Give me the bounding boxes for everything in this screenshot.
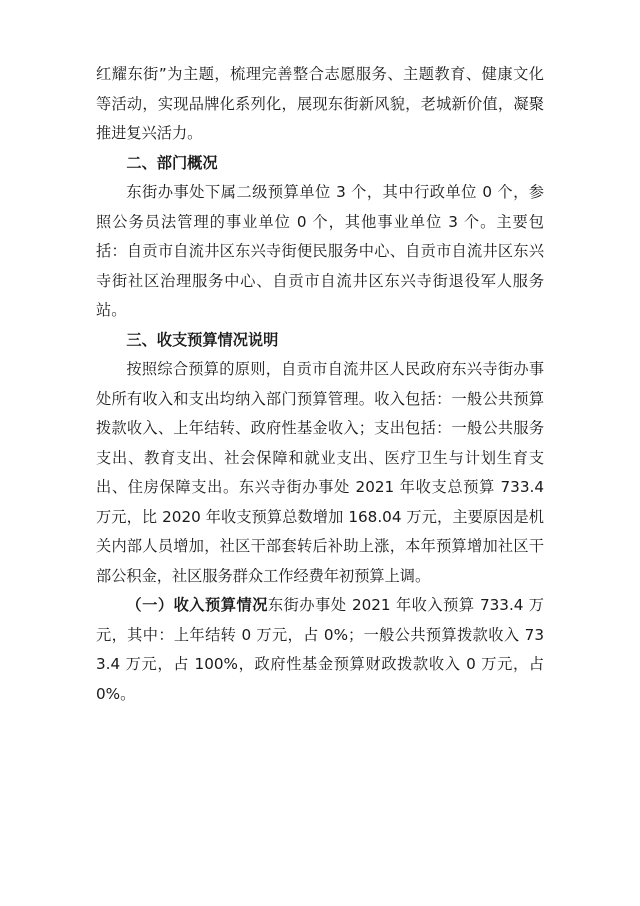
- paragraph-income-budget: [96, 591, 544, 709]
- income-budget-text: 东街办事处 2021 年收入预算 733.4 万元，其中：上年结转 0 万元，占 0%；一般公共预算拨款收入 733.4 万元，占 100%，政府性基金预算财政拨款收入 0 万元，占 0%。: [96, 596, 544, 703]
- document-body: [96, 60, 544, 709]
- paragraph-theme-continuation: 红耀东街”为主题，梳理完善整合志愿服务、主题教育、健康文化等活动，实现品牌化系列化，展现东街新风貌，老城新价值，凝聚推进复兴活力。: [96, 65, 544, 142]
- section-heading-department-overview: 二、部门概况: [126, 153, 218, 172]
- subheading-income-budget: （一）收入预算情况: [126, 596, 268, 614]
- paragraph-budget-explanation: 按照综合预算的原则，自贡市自流井区人民政府东兴寺街办事处所有收入和支出均纳入部门预算管理。收入包括：一般公共预算拨款收入、上年结转、政府性基金收入；支出包括：一般公共服务支出、教育支出、社会保障和就业支出、医疗卫生与计划生育支出、住房保障支出。东兴寺街办事处 2021 年收支总预算 733.4 万元，比 2020 年收支预算总数增加 168.04 万元，主要原因是机关内部人员增加，社区干部套转后补助上涨，本年预算增加社区干部公积金，社区服务群众工作经费年初预算上调。: [96, 360, 544, 585]
- section-heading-budget-explanation: 三、收支预算情况说明: [126, 330, 279, 349]
- paragraph-department-overview: 东街办事处下属二级预算单位 3 个，其中行政单位 0 个，参照公务员法管理的事业单位 0 个，其他事业单位 3 个。主要包括：自贡市自流井区东兴寺街便民服务中心、自贡市自流井区东兴寺街社区治理服务中心、自贡市自流井区东兴寺街退役军人服务站。: [96, 183, 544, 319]
